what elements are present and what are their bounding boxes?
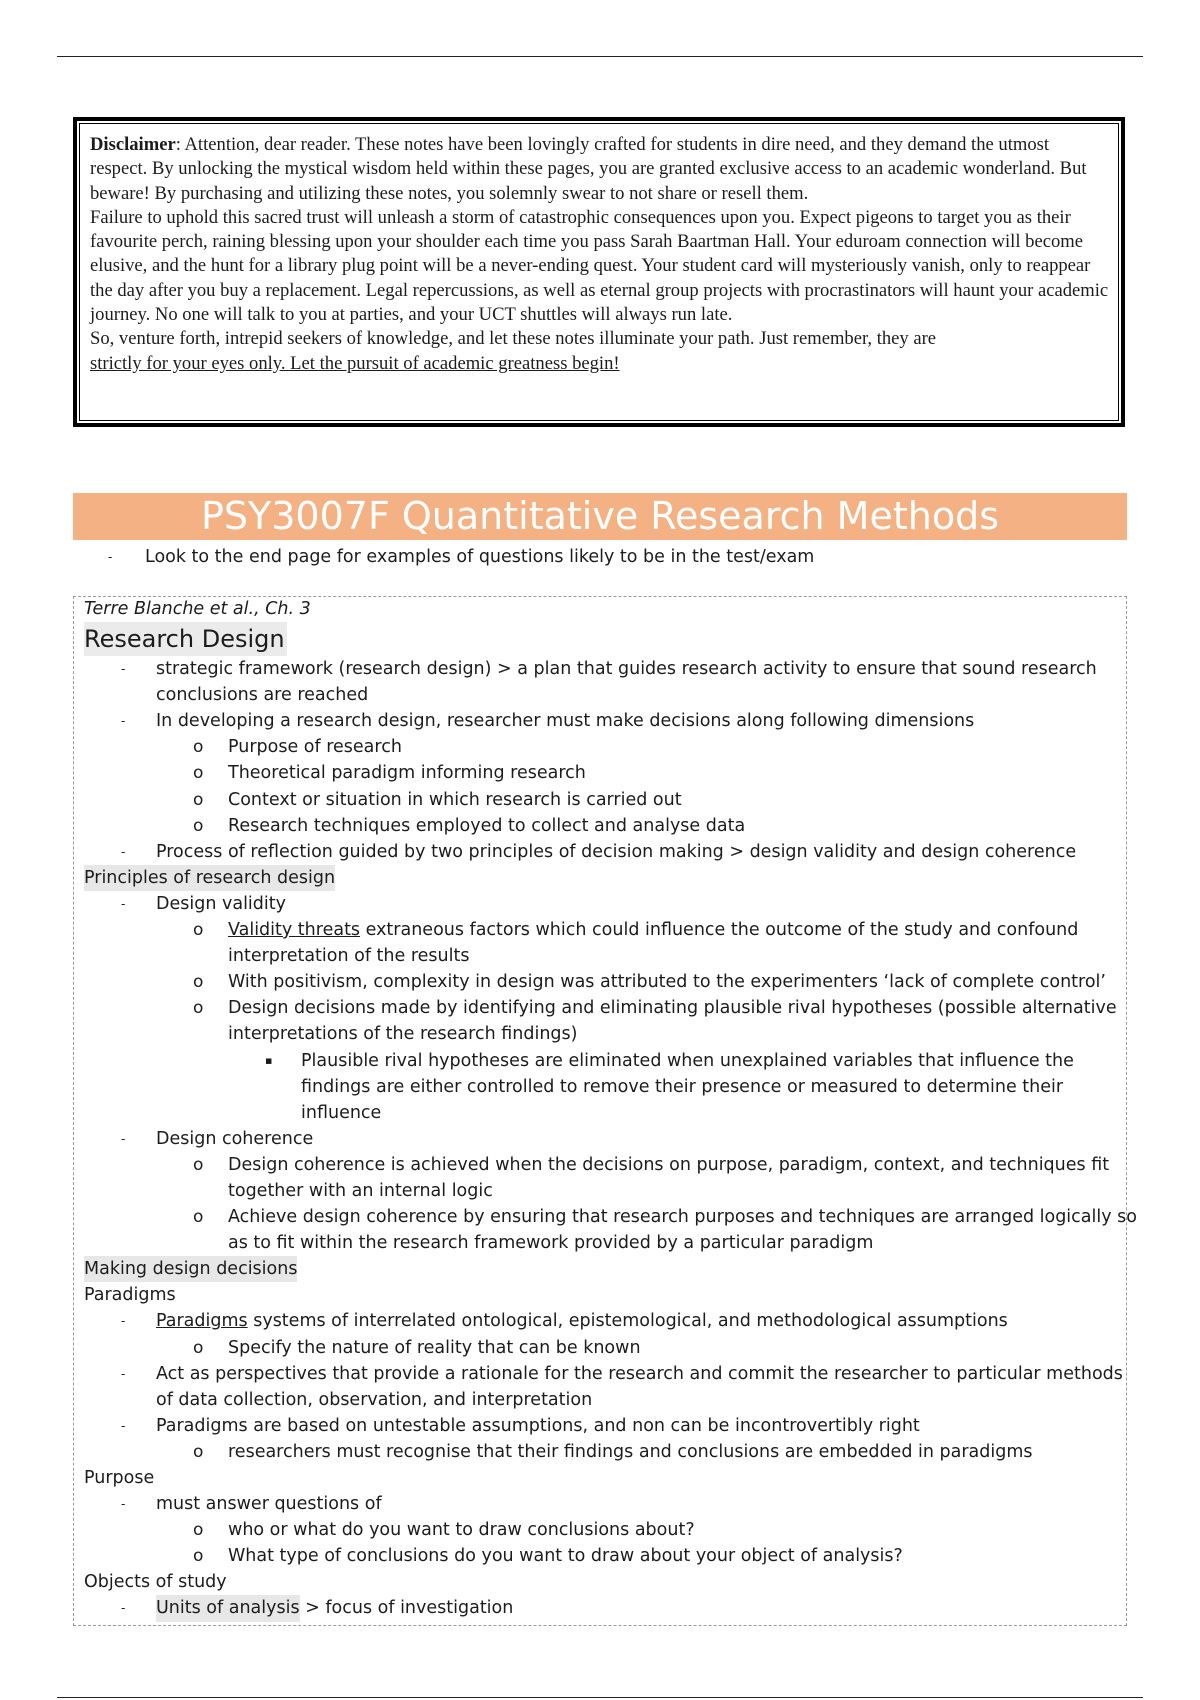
circle-bullet: o <box>193 1207 204 1228</box>
sub-list-item: o Design decisions made by identifying and eliminating plausible rival hypotheses (possible alternative <box>84 995 1114 1021</box>
circle-bullet: o <box>193 1154 204 1175</box>
dash-bullet: - <box>121 844 126 859</box>
circle-bullet: o <box>193 1520 204 1541</box>
list-item: - Paradigms systems of interrelated ontological, epistemological, and methodological assumptions <box>84 1308 1114 1334</box>
circle-bullet: o <box>193 998 204 1019</box>
dash-bullet: - <box>121 896 126 911</box>
circle-bullet: o <box>193 763 204 784</box>
subheading-decisions: Making design decisions <box>84 1256 297 1282</box>
sub-list-item-continuation: interpretations of the research findings) <box>228 1024 578 1045</box>
sub-list-item: o Research techniques employed to collect and analyse data <box>84 813 1114 839</box>
header-rule <box>57 56 1143 57</box>
sub-list-item: o who or what do you want to draw conclusions about? <box>84 1517 1114 1543</box>
citation: Terre Blanche et al., Ch. 3 <box>84 599 311 619</box>
dash-bullet: - <box>121 1418 126 1433</box>
list-item-continuation: of data collection, observation, and interpretation <box>156 1389 593 1410</box>
footer-rule <box>57 1697 1143 1698</box>
square-bullet: ▪ <box>265 1053 273 1067</box>
sub-list-item-continuation: interpretation of the results <box>228 946 470 967</box>
sub-list-item: o researchers must recognise that their findings and conclusions are embedded in paradigms <box>84 1439 1114 1465</box>
disclaimer-paragraph-1: Disclaimer: Attention, dear reader. These notes have been lovingly crafted for students in dire need, and they demand the utmost respect. By unlocking the mystical wisdom held within these pages, you are granted exclusive access to an academic wonderland. But beware! By purchasing and utilizing these notes, you solemnly swear to not share or resell them. <box>90 134 1087 204</box>
dash-bullet: - <box>121 714 126 729</box>
sub-list-item: o Specify the nature of reality that can be known <box>84 1335 1114 1361</box>
list-item: - Units of analysis > focus of investigation <box>84 1595 1114 1621</box>
disclaimer-paragraph-2: Failure to uphold this sacred trust will unleash a storm of catastrophic consequences upon you. Expect pigeons to target you as their favourite perch, raining blessing upon your shoulder each time you pass Sarah Baartman Hall. Your eduroam connection will become elusive, and the hunt for a library plug point will be a never-ending quest. Your student card will mysteriously vanish, only to reappear the day after you buy a replacement. Legal repercussions, as well as eternal group projects with procrastinators will haunt your academic journey. No one will talk to you at parties, and your UCT shuttles will always run late. <box>90 206 1109 326</box>
dash-bullet: - <box>121 1366 126 1381</box>
list-item: - In developing a research design, researcher must make decisions along following dimensions <box>84 708 1114 734</box>
sub-list-item: o Purpose of research <box>84 734 1114 760</box>
dash-bullet: - <box>121 1131 126 1146</box>
circle-bullet: o <box>193 1441 204 1462</box>
subheading-purpose: Purpose <box>84 1468 155 1488</box>
page-title: PSY3007F Quantitative Research Methods <box>73 493 1127 540</box>
dash-bullet: - <box>108 550 113 564</box>
sub-list-item: o What type of conclusions do you want to draw about your object of analysis? <box>84 1543 1114 1569</box>
sub-list-item-continuation: together with an internal logic <box>228 1180 493 1201</box>
circle-bullet: o <box>193 1337 204 1358</box>
section-heading: Research Design <box>84 622 287 656</box>
sub-list-item: o Theoretical paradigm informing research <box>84 760 1114 786</box>
circle-bullet: o <box>193 1546 204 1567</box>
list-item: - Paradigms are based on untestable assumptions, and non can be incontrovertibly right <box>84 1413 1114 1439</box>
dash-bullet: - <box>121 1601 126 1616</box>
sub-list-item: o Design coherence is achieved when the decisions on purpose, paradigm, context, and techniques fit <box>84 1152 1114 1178</box>
sub-list-item: o Validity threats extraneous factors which could influence the outcome of the study and confound <box>84 917 1114 943</box>
sub-sub-list-item: ▪ Plausible rival hypotheses are eliminated when unexplained variables that influence the <box>84 1048 1114 1074</box>
sub-sub-list-item-continuation: influence <box>301 1102 382 1123</box>
disclaimer-label: Disclaimer <box>90 134 176 155</box>
list-item: - strategic framework (research design) > a plan that guides research activity to ensure that sound research <box>84 656 1114 682</box>
dash-bullet: - <box>121 1497 126 1512</box>
list-item: - Process of reflection guided by two principles of decision making > design validity and design coherence <box>84 839 1114 865</box>
sub-list-item-continuation: as to fit within the research framework provided by a particular paradigm <box>228 1233 874 1254</box>
subheading-principles: Principles of research design <box>84 865 335 891</box>
disclaimer-box <box>73 117 1125 427</box>
dash-bullet: - <box>121 662 126 677</box>
circle-bullet: o <box>193 789 204 810</box>
sub-list-item: o With positivism, complexity in design was attributed to the experimenters ‘lack of complete control’ <box>84 969 1114 995</box>
dash-bullet: - <box>121 1314 126 1329</box>
list-item: - must answer questions of <box>84 1491 1114 1517</box>
subheading-paradigms: Paradigms <box>84 1285 176 1306</box>
sub-list-item: o Context or situation in which research is carried out <box>84 787 1114 813</box>
list-item: - Design validity <box>84 891 1114 917</box>
sub-sub-list-item-continuation: findings are either controlled to remove their presence or measured to determine their <box>301 1076 1064 1097</box>
notes-content <box>84 596 1137 1622</box>
list-item: - Design coherence <box>84 1126 1114 1152</box>
circle-bullet: o <box>193 815 204 836</box>
circle-bullet: o <box>193 920 204 941</box>
disclaimer-paragraph-3: So, venture forth, intrepid seekers of knowledge, and let these notes illuminate your path. Just remember, they are strictly for your eyes only. Let the pursuit of academic greatness begin! <box>90 328 937 374</box>
list-item: - Act as perspectives that provide a rationale for the research and commit the researcher to particular methods <box>84 1361 1114 1387</box>
top-note: - Look to the end page for examples of questions likely to be in the test/exam <box>108 547 815 567</box>
list-item-continuation: conclusions are reached <box>156 685 369 706</box>
subheading-objects: Objects of study <box>84 1572 227 1593</box>
sub-list-item: o Achieve design coherence by ensuring that research purposes and techniques are arranged logically so <box>84 1204 1114 1230</box>
circle-bullet: o <box>193 737 204 758</box>
circle-bullet: o <box>193 972 204 993</box>
